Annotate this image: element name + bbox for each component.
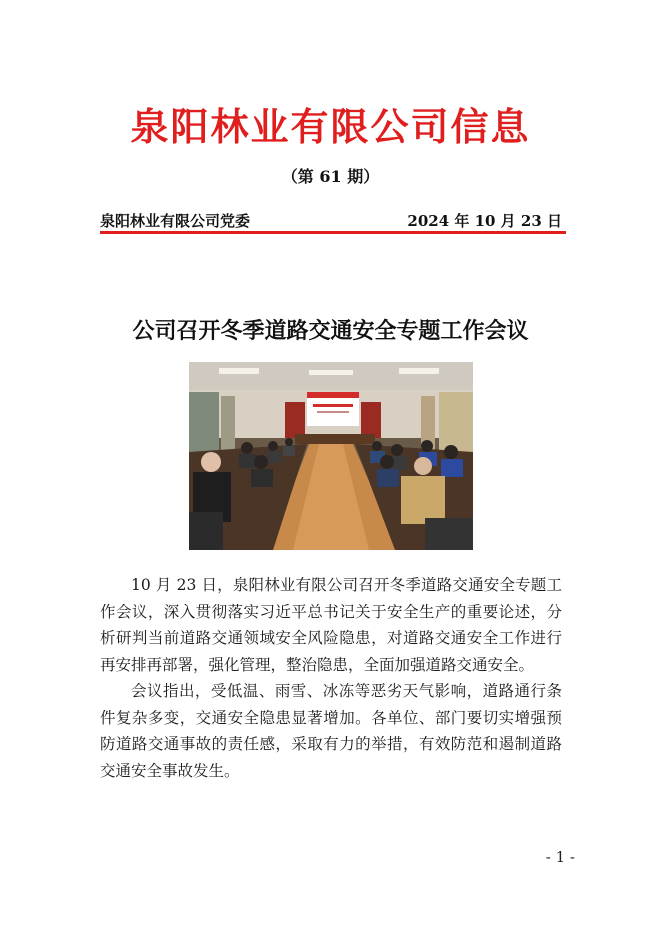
red-divider [100, 231, 566, 234]
masthead-title: 泉阳林业有限公司信息 [130, 105, 531, 149]
paragraph: 10 月 23 日，泉阳林业有限公司召开冬季道路交通安全专题工作会议，深入贯彻落实习近平总书记关于安全生产的重要论述，分析研判当前道路交通领域安全风险隐患，对道路交通安全工作进行再安排再部署，强化管理，整治隐患，全面加强道路交通安全。 [100, 576, 562, 674]
publisher-org: 泉阳林业有限公司党委 [100, 212, 251, 230]
article-body [100, 572, 562, 784]
publisher-row [100, 210, 562, 231]
article-headline: 公司召开冬季道路交通安全专题工作会议 [132, 319, 529, 344]
issue-number: （第 61 期） [281, 167, 380, 186]
page-number: - 1 - [545, 848, 575, 866]
meeting-photo [189, 362, 473, 550]
paragraph: 会议指出，受低温、雨雪、冰冻等恶劣天气影响，道路通行条件复杂多变，交通安全隐患显著增加。各单位、部门要切实增强预防道路交通事故的责任感，采取有力的举措，有效防范和遏制道路交通安全事故发生。 [100, 682, 562, 780]
meeting-photo-illustration [189, 362, 473, 550]
publish-date: 2024 年 10 月 23 日 [407, 212, 562, 230]
